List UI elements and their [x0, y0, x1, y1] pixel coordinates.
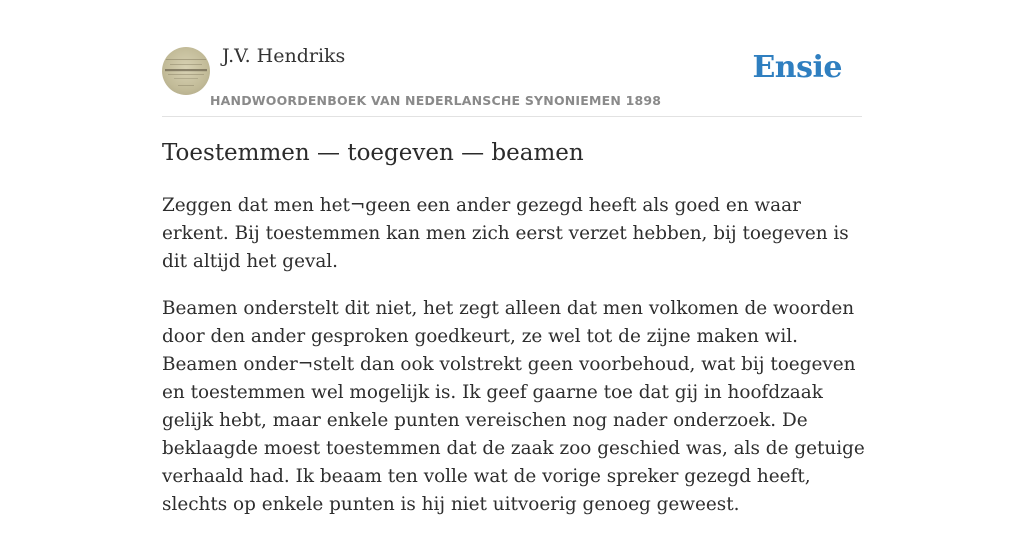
- author-name[interactable]: J.V. Hendriks: [222, 45, 346, 67]
- entry-title: Toestemmen — toegeven — beamen: [162, 140, 584, 166]
- entry-paragraph: Zeggen dat men het¬geen een ander gezegd heeft als goed en waar erkent. Bij toestemmen kan men zich eerst verzet hebben, bij toegeven is dit altijd het geval.: [162, 195, 849, 272]
- book-cover-icon: [162, 47, 210, 95]
- ensie-logo[interactable]: Ensie: [752, 50, 842, 85]
- entry-header: [162, 0, 862, 117]
- entry-card: [162, 0, 865, 515]
- entry-body: [162, 192, 868, 538]
- entry-paragraph: Beamen onderstelt dit niet, het zegt alleen dat men volkomen de woorden door den ander gesproken goedkeurt, ze wel tot de zijne maken wil. Beamen onder¬stelt dan ook volstrekt geen voorbehoud, wat bij toegeven en toestemmen wel mogelijk is. Ik geef gaarne toe dat gij in hoofdzaak gelijk hebt, maar enkele punten vereischen nog nader onderzoek. De beklaagde moest toestemmen dat de zaak zoo geschied was, als de getuige verhaald had. Ik beaam ten volle wat de vorige spreker gezegd heeft, slechts op enkele punten is hij niet uitvoerig genoeg geweest.: [162, 298, 865, 515]
- book-cover-avatar[interactable]: [162, 47, 210, 95]
- source-title[interactable]: HANDWOORDENBOEK VAN NEDERLANSCHE SYNONIEMEN 1898: [210, 93, 662, 108]
